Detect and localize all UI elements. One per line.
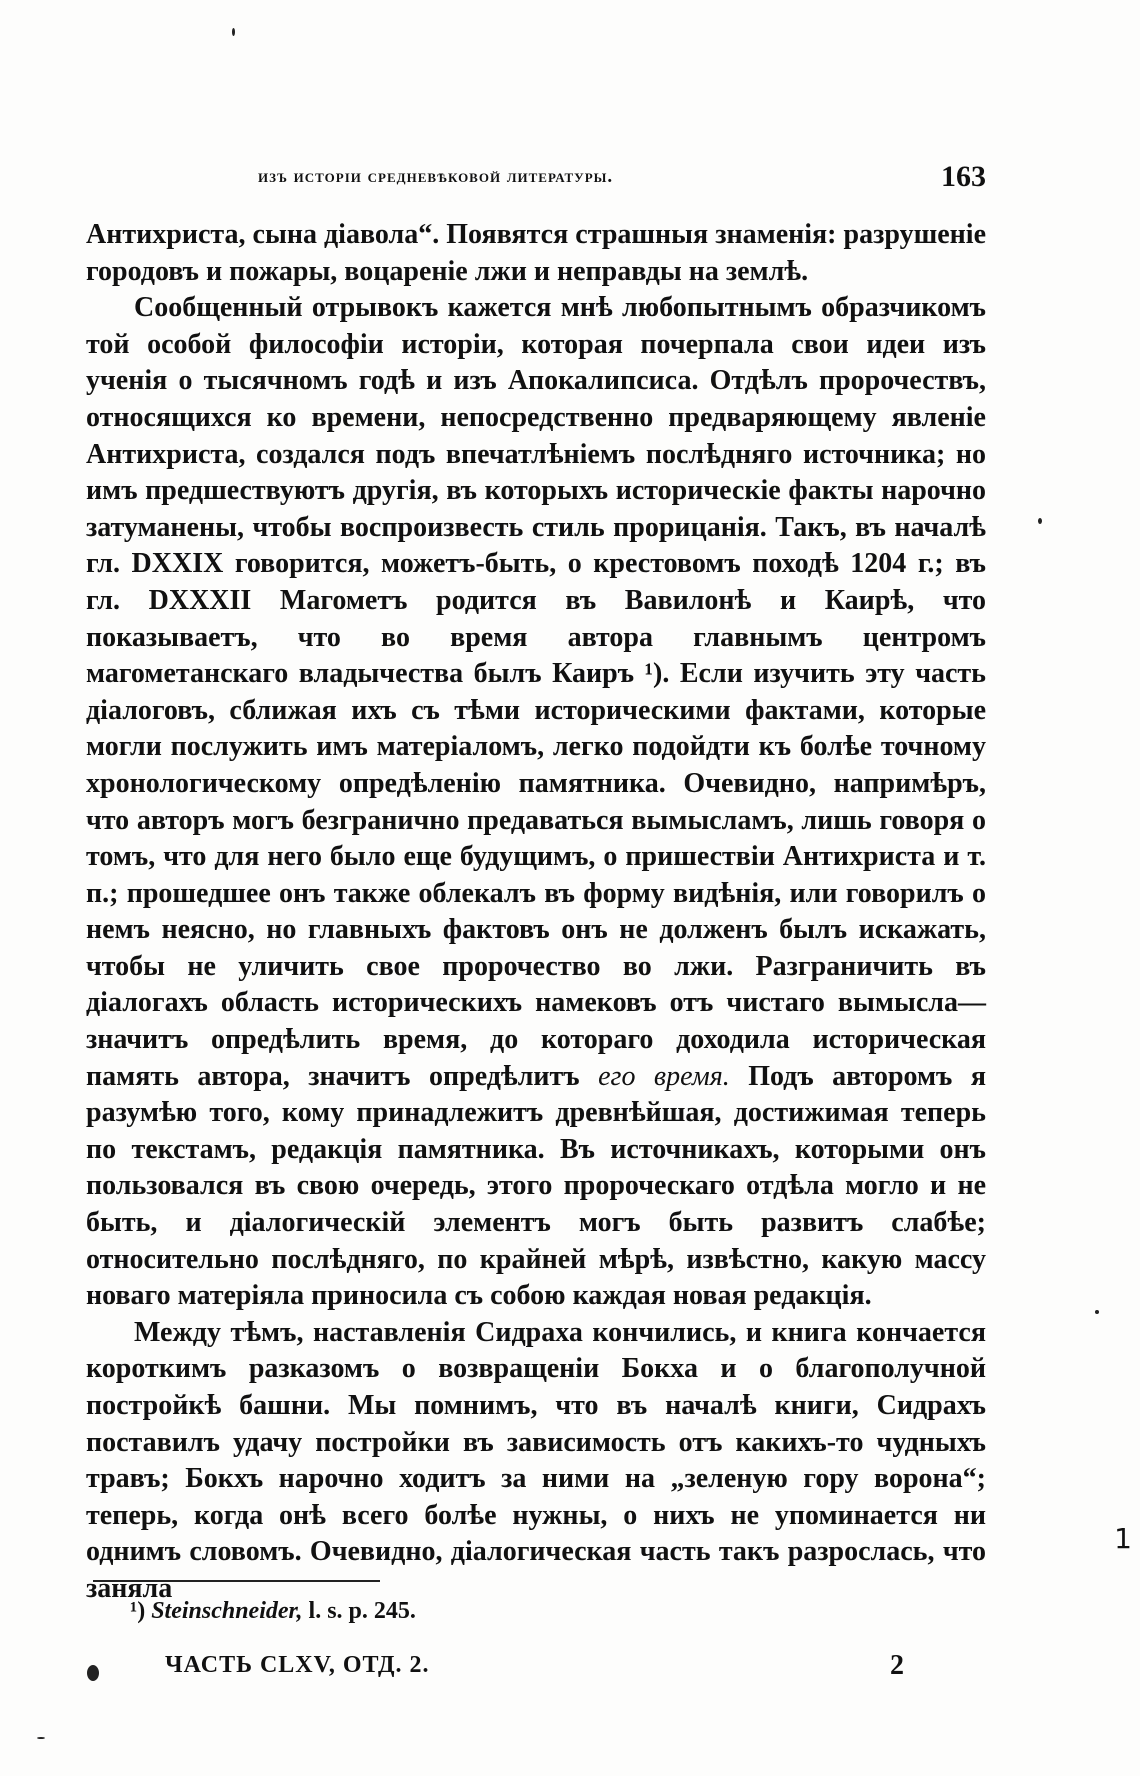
page-header [258, 160, 986, 200]
signature-mark: 2 [890, 1650, 905, 1681]
paragraph-2-part-1: Сообщенный отрывокъ кажется мнѣ любопытнымъ образчикомъ той особой философіи исторіи, которая почерпала свои идеи изъ ученія о тысячномъ годѣ и изъ Апокалипсиса. Отдѣлъ пророчествъ, относящихся ко времени, непосредственно предваряющему явленіе Антихриста, создался подъ впечатлѣніемъ послѣдняго источника; но имъ предшествуютъ другія, въ которыхъ историческіе факты нарочно затуманены, чтобы воспроизвесть стиль прорицанія. Такъ, въ началѣ гл. DXXIX говорится, можетъ-быть, о крестовомъ походѣ 1204 г.; въ гл. DXXXII Магометъ родится въ Вавилонѣ и Каирѣ, что показываетъ, что во время автора главнымъ центромъ магометанскаго владычества былъ Каиръ ¹). Если изучить эту часть діалоговъ, сближая ихъ съ тѣми историческими фактами, которые могли послужить имъ матеріаломъ, легко подойдти къ болѣе точному хронологическому опредѣленію памятника. Очевидно, напримѣръ, что авторъ могъ безгранично предаваться вымысламъ, лишь говоря о томъ, что для него было еще будущимъ, о пришествіи Антихриста и т. п.; прошедшее онъ также облекалъ въ форму видѣнія, или говорилъ о немъ неясно, но главныхъ фактовъ онъ не долженъ былъ искажать, чтобы не уличить свое пророчество во лжи. Разграничить въ діалогахъ область историческихъ намековъ отъ чистаго вымысла—значитъ опредѣлить время, до котораго доходила историческая память автора, значитъ опредѣлитъ [86, 292, 986, 1092]
signature-line [165, 1652, 905, 1679]
paragraph-2 [86, 290, 986, 1315]
paragraph-3: Между тѣмъ, наставленія Сидраха кончились, и книга кончается короткимъ разказомъ о возвращеніи Бокха и о благополучной постройкѣ башни. Мы помнимъ, что въ началѣ книги, Сидрахъ поставилъ удачу постройки въ зависимость отъ какихъ-то чудныхъ травъ; Бокхъ нарочно ходитъ за ними на „зеленую гору ворона“; теперь, когда онѣ всего болѣе нужны, о нихъ не упоминается ни однимъ словомъ. Очевидно, діалогическая часть такъ разрослась, что заняла [86, 1316, 986, 1604]
ink-speck [232, 28, 235, 36]
footnote-marker: ¹) [130, 1598, 146, 1624]
body-text [86, 217, 986, 1608]
footnote-rule [93, 1580, 380, 1582]
ink-speck [1095, 1310, 1099, 1314]
page-number: 163 [941, 160, 986, 193]
signature-text: ЧАСТЬ CLXV, ОТД. 2. [165, 1652, 430, 1678]
ink-speck [87, 1665, 99, 1681]
ink-speck [1038, 518, 1042, 524]
paragraph-2-part-2: Подъ авторомъ я разумѣю того, кому принадлежитъ древнѣйшая, достижимая теперь по текстамъ, редакція памятника. Въ источникахъ, которыми онъ пользовался въ свою очередь, этого пророческаго отдѣла могло и не быть, и діалогическій элементъ могъ быть развитъ слабѣе; относительно послѣдняго, по крайней мѣрѣ, извѣстно, какую массу новаго матеріяла приносила съ собою каждая новая редакція. [86, 1060, 986, 1312]
ink-speck [37, 1737, 45, 1739]
footnote-author: Steinschneider, [151, 1598, 303, 1624]
footnote-reference: l. s. p. 245. [302, 1598, 416, 1624]
edge-mark: 1 [1114, 1522, 1132, 1555]
paragraph-2-emphasis: его время. [598, 1060, 730, 1092]
running-title: изъ исторіи средневѣковой литературы. [258, 166, 614, 187]
paragraph-1: Антихриста, сына діавола“. Появятся страшныя знаменія: разрушеніе городовъ и пожары, воцареніе лжи и неправды на землѣ. [86, 219, 986, 287]
footnote [130, 1598, 416, 1625]
